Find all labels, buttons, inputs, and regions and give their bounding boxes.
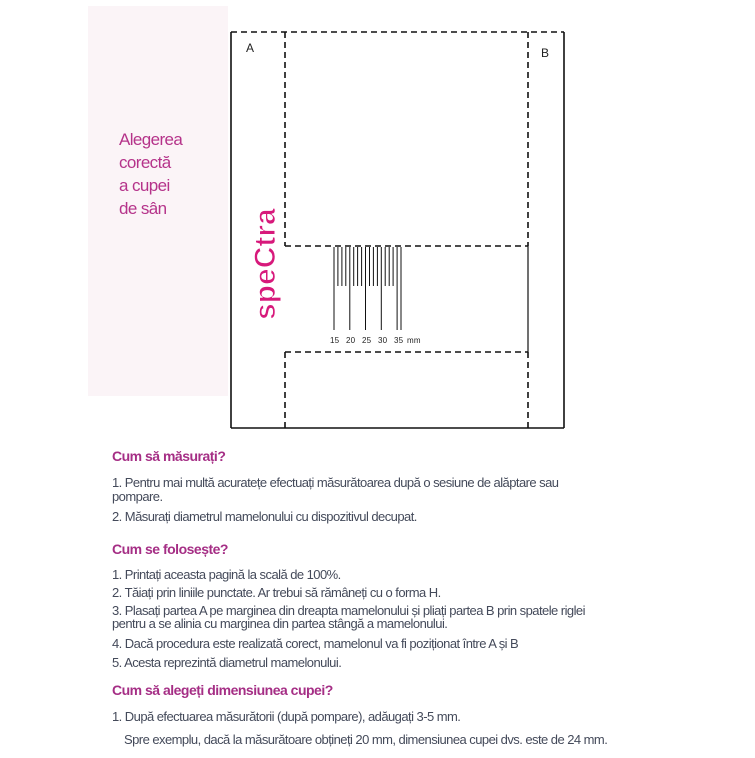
instruction-line: pentru a se alinia cu marginea din partea stângă a mamelonului. — [112, 616, 448, 631]
side-title-line: de sân — [119, 199, 167, 218]
instruction-line: Spre exemplu, dacă la măsurătoare obțineți 20 mm, dimensiunea cupei dvs. este de 24 mm. — [124, 732, 608, 747]
instruction-line: 3. Plasați partea A pe marginea din dreapta mamelonului și pliați partea B prin spatele riglei — [112, 603, 585, 618]
section-heading: Cum se folosește? — [112, 541, 228, 557]
instruction-line: pompare. — [112, 489, 163, 504]
instruction-line: 5. Acesta reprezintă diametrul mamelonului. — [112, 655, 342, 670]
side-title-line: Alegerea — [119, 130, 183, 149]
instruction-line: 4. Dacă procedura este realizată corect, mamelonul va fi poziționat între A și B — [112, 636, 519, 651]
scale-label: 35 — [394, 336, 404, 345]
instruction-line: 1. După efectuarea măsurătorii (după pompare), adăugați 3-5 mm. — [112, 709, 461, 724]
side-title-line: a cupei — [119, 176, 170, 195]
scale-label: 15 — [330, 336, 340, 345]
scale-label: 20 — [346, 336, 356, 345]
scale-label: 30 — [378, 336, 388, 345]
side-title-line: corectă — [119, 153, 171, 172]
instruction-line: 1. Printați aceasta pagină la scală de 100%. — [112, 567, 341, 582]
section-heading: Cum să alegeți dimensiunea cupei? — [112, 682, 333, 698]
instruction-line: 2. Măsurați diametrul mamelonului cu dispozitivul decupat. — [112, 509, 417, 524]
scale-unit: mm — [407, 336, 421, 345]
ruler-ticks — [334, 247, 401, 330]
scale-label: 25 — [362, 336, 372, 345]
logo-text: speCtra — [249, 208, 282, 320]
label-b: B — [541, 46, 550, 60]
instruction-line: 2. Tăiați prin liniile punctate. Ar trebui să rămâneți cu o forma H. — [112, 585, 441, 600]
instruction-line: 1. Pentru mai multă acuratețe efectuați măsurătoarea după o sesiune de alăptare sau — [112, 475, 559, 490]
label-a: A — [246, 41, 255, 55]
section-heading: Cum să măsurați? — [112, 448, 226, 464]
